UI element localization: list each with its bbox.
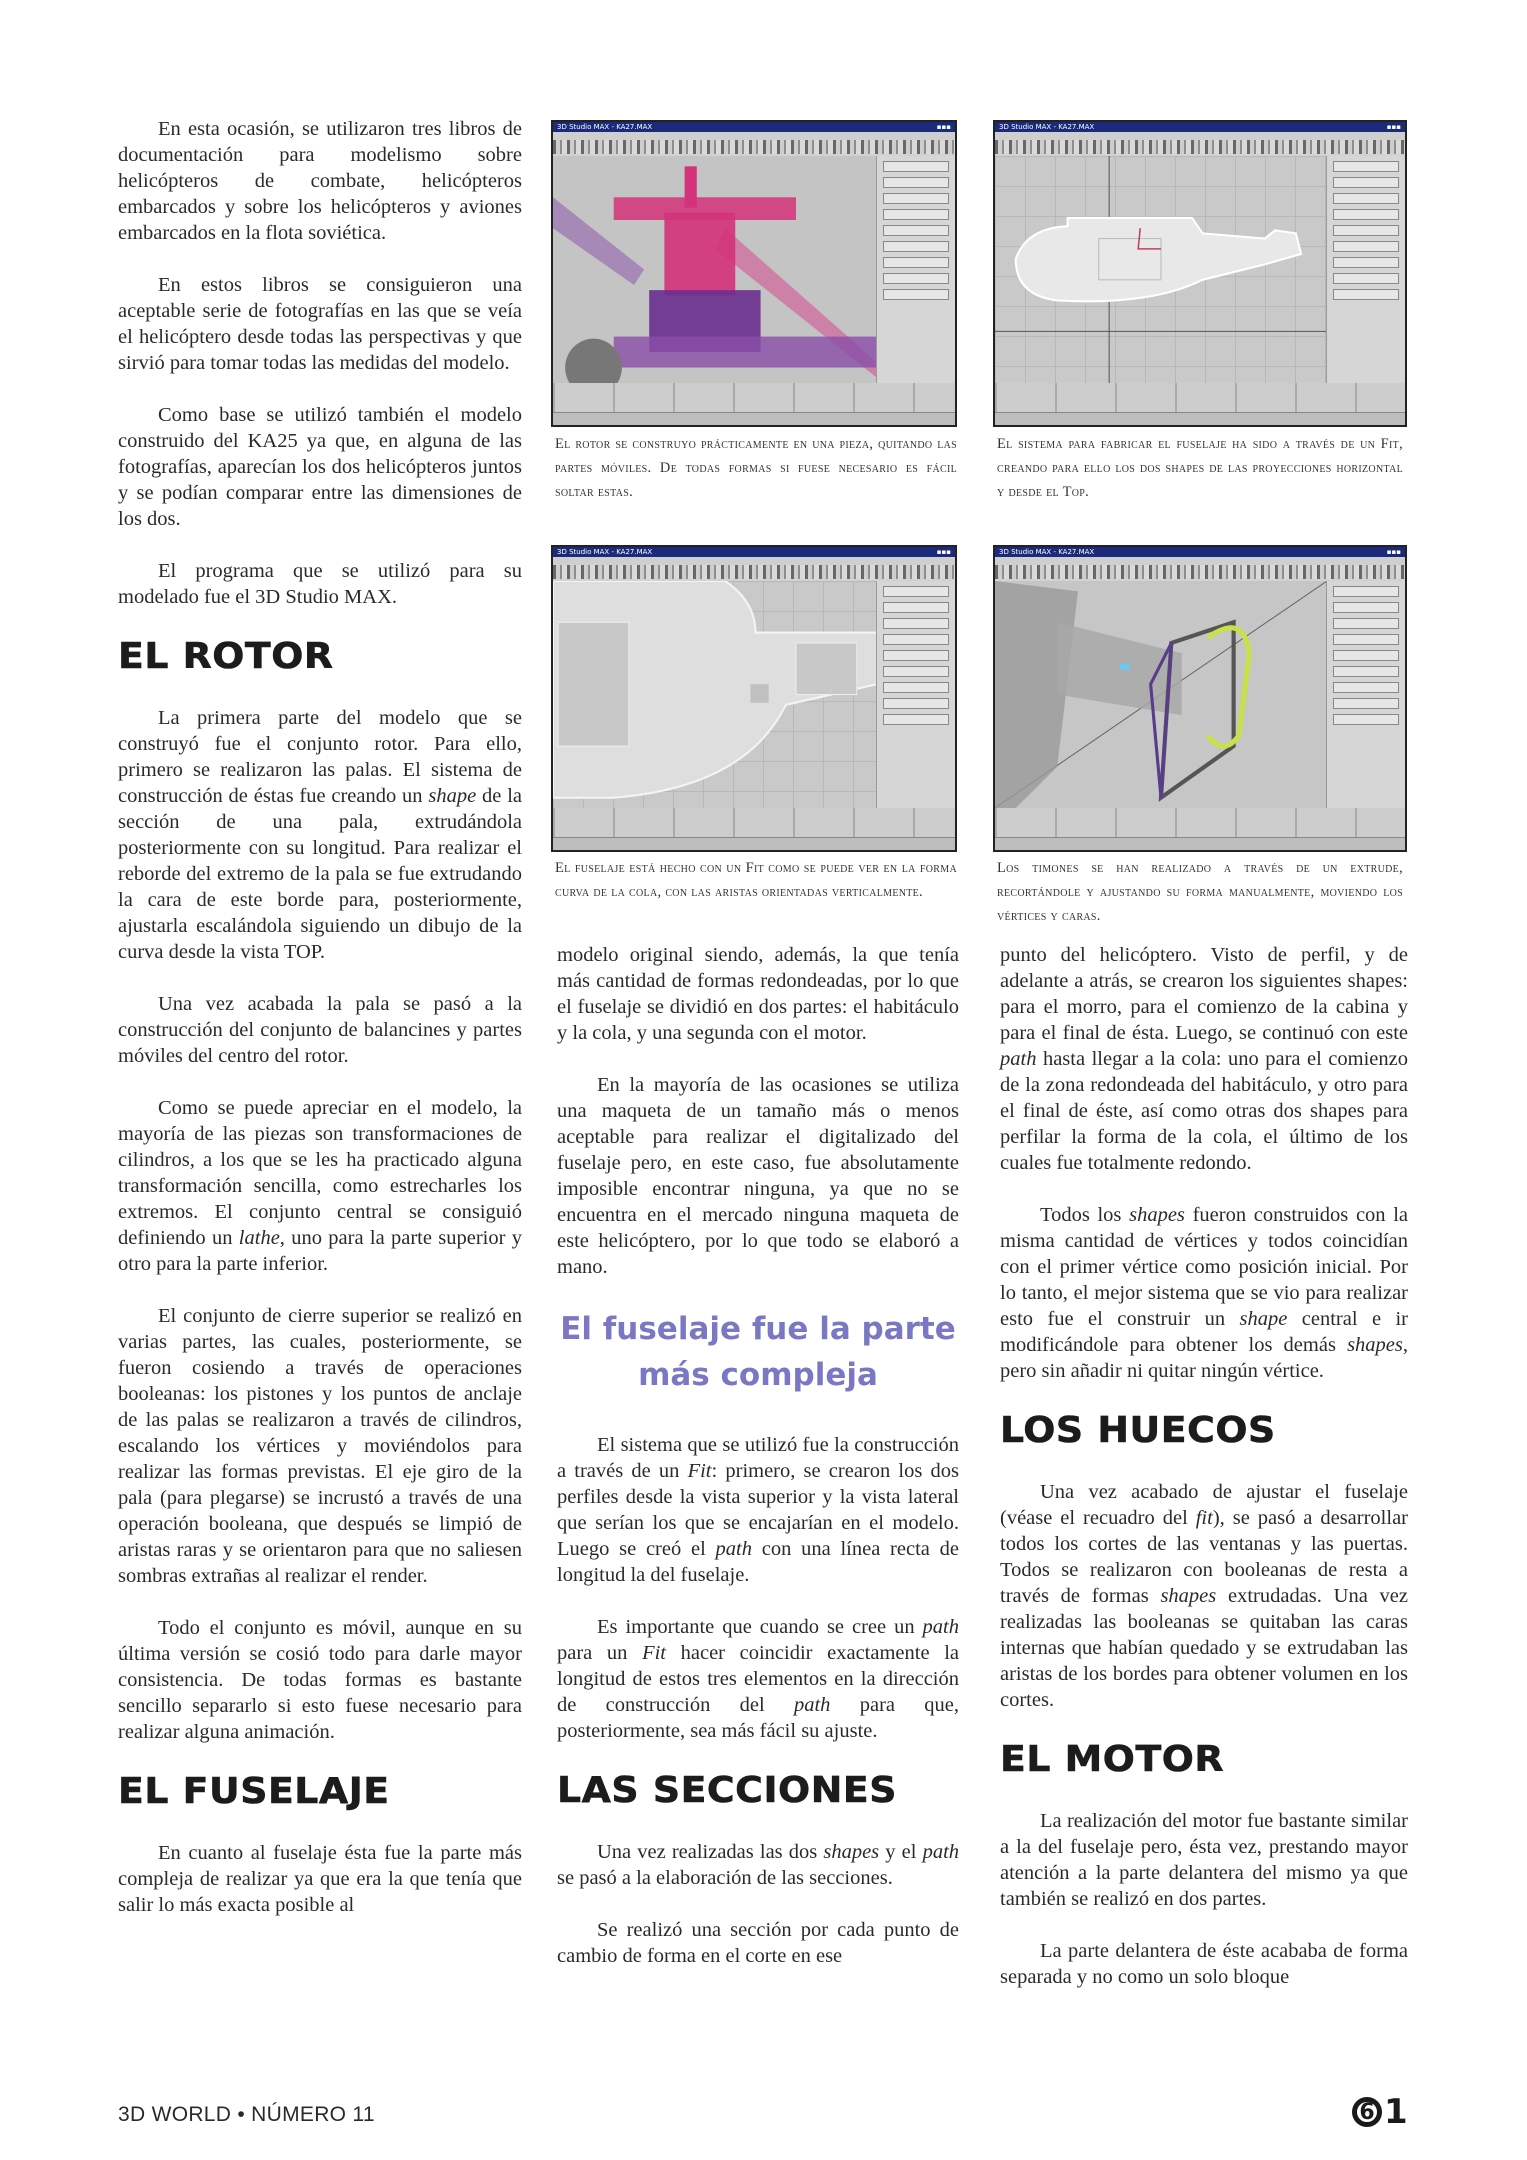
- tail-rudder-model-icon: [995, 581, 1327, 808]
- figure-caption-rotor: [555, 432, 957, 504]
- paragraph: Como base se utilizó también el modelo construido del KA25 ya que, en alguna de las fotografías, aparecían los dos helicópteros juntos y se podían comparar entre las dimensiones de los dos.: [118, 404, 522, 530]
- taskbar: [553, 837, 955, 850]
- pull-quote: El fuselaje fue la parte más compleja: [560, 1311, 956, 1393]
- paragraph: En estos libros se consiguieron una aceptable serie de fotografías en las que se veía el helicóptero desde todas las perspectivas y que sirvió para tomar todas las medidas del modelo.: [118, 274, 522, 374]
- text: se pasó a la elaboración de las secciones.: [557, 1867, 893, 1889]
- command-panel: [876, 581, 955, 808]
- column-left: [118, 116, 522, 1944]
- viewport: [995, 581, 1327, 808]
- text: punto del helicóptero. Visto de perfil, y de adelante a atrás, se crearon los siguientes shapes: para el morro, para el comienzo de la cabina y para el final de ésta. Luego, se continuó con este: [1000, 944, 1408, 1044]
- term: shapes: [1160, 1585, 1217, 1607]
- toolbar: [995, 565, 1405, 579]
- window-titlebar: [553, 547, 955, 557]
- term: path: [922, 1616, 959, 1638]
- text: fueron construidos con la misma cantidad de vértices y todos coincidían con el primer vértice como posición inicial. Por lo tanto, el mejor sistema que se vio para realizar esto fue el construir un: [1000, 1204, 1409, 1330]
- term: path: [715, 1538, 752, 1560]
- paragraph: El conjunto de cierre superior se realizó en varias partes, las cuales, posteriormente, se fueron cosiendo a través de operaciones booleanas: los pistones y los puntos de anclaje de las palas se realizaron a través de cilindros, escalando los vértices y moviéndolos para realizar las formas previstas. El eje giro de la pala (para plegarse) se incrustó a través de una operación booleana, que después se limpió de aristas raras y se orientaron para que no saliesen sombras extrañas al realizar el render.: [118, 1305, 522, 1587]
- toolbar: [553, 140, 955, 154]
- caption-text: El sistema para fabricar el fuselaje ha sido a través de un Fit, creando para ello los dos shapes de las proyecciones horizontal y desde el Top.: [997, 436, 1403, 500]
- term: lathe: [238, 1227, 280, 1249]
- command-panel: [1326, 581, 1405, 808]
- paragraph: [557, 1432, 959, 1588]
- command-panel: [1326, 156, 1405, 383]
- section-heading-rotor: EL ROTOR: [118, 636, 334, 677]
- taskbar: [995, 837, 1405, 850]
- menubar: [553, 557, 955, 565]
- text: y el: [879, 1841, 923, 1863]
- window-titlebar: [995, 547, 1405, 557]
- rotor-model-icon: [553, 156, 877, 383]
- paragraph: La realización del motor fue bastante similar a la del fuselaje pero, ésta vez, prestando mayor atención a la parte delantera del mismo ya que también se realizó en dos partes.: [1000, 1810, 1408, 1910]
- text: , uno para la parte superior y otro para la parte inferior.: [118, 1227, 522, 1275]
- text: Todos los: [1040, 1204, 1130, 1226]
- column-middle: [557, 942, 959, 1995]
- term: Fit: [642, 1642, 666, 1664]
- term: shape: [428, 785, 477, 807]
- window-titlebar: [553, 122, 955, 132]
- text: Una vez acabado de ajustar el fuselaje (véase el recuadro del: [1000, 1481, 1408, 1529]
- paragraph: El programa que se utilizó para su modelado fue el 3D Studio MAX.: [118, 560, 522, 608]
- text: La primera parte del modelo que se construyó fue el conjunto rotor. Para ello, primero se realizaron las palas. El sistema de construcción de éstas fue creando un: [118, 707, 522, 807]
- figure-caption-rudders: [997, 856, 1403, 928]
- command-panel: [876, 156, 955, 383]
- text: Como se puede apreciar en el modelo, la mayoría de las piezas son transformaciones de cilindros, a los que se les ha practicado alguna transformación sencilla, como estrecharles los extremos. El conjunto central se consiguió definiendo un: [118, 1097, 522, 1249]
- window-controls-icon: ▪▪▪: [936, 548, 951, 556]
- term: path: [1000, 1048, 1037, 1070]
- window-title: 3D Studio MAX - KA27.MAX: [999, 123, 1095, 131]
- screenshot-rudders: [993, 545, 1407, 852]
- figure-caption-fuselage-fit: [997, 432, 1403, 504]
- caption-text: Los timones se han realizado a través de un extrude, recortándole y ajustando su forma manualmente, moviendo los vértices y caras.: [997, 860, 1403, 924]
- text: para un: [557, 1642, 643, 1664]
- term: shapes: [1129, 1204, 1185, 1226]
- text: con una línea recta de longitud la del fuselaje.: [557, 1538, 959, 1586]
- paragraph: En cuanto al fuselaje ésta fue la parte más compleja de realizar ya que era la que tenía que salir lo más exacta posible al: [118, 1842, 522, 1916]
- screenshot-rotor: [551, 120, 957, 427]
- paragraph: [1000, 1479, 1408, 1713]
- paragraph: [557, 1614, 959, 1744]
- publication-footer: 3D WORLD • NÚMERO 11: [118, 2103, 375, 2126]
- circled-digit-icon: 6: [1352, 2097, 1382, 2127]
- fuselage-wireframe-icon: [553, 581, 877, 808]
- menubar: [995, 557, 1405, 565]
- paragraph: [1000, 942, 1408, 1176]
- menubar: [553, 132, 955, 140]
- section-heading-secciones: LAS SECCIONES: [557, 1770, 897, 1811]
- page-number-digit: 1: [1384, 2092, 1408, 2132]
- text: extrudadas. Una vez realizadas las booleanas se quitaban las caras internas que habían quedado y se extrudaban las aristas de los bordes para obtener volumen en los cortes.: [1000, 1585, 1408, 1711]
- paragraph: [1000, 1202, 1408, 1384]
- window-title: 3D Studio MAX - KA27.MAX: [999, 548, 1095, 556]
- caption-text: El rotor se construyo prácticamente en una pieza, quitando las partes móviles. De todas formas si fuese necesario es fácil soltar estas.: [555, 436, 957, 500]
- window-title: 3D Studio MAX - KA27.MAX: [557, 548, 653, 556]
- paragraph: Una vez acabada la pala se pasó a la construcción del conjunto de balancines y partes móviles del centro del rotor.: [118, 993, 522, 1067]
- status-bar: [995, 808, 1405, 838]
- window-titlebar: [995, 122, 1405, 132]
- paragraph: modelo original siendo, además, la que tenía más cantidad de formas redondeadas, por lo que el fuselaje se dividió en dos partes: el habitáculo y la cola, y una segunda con el motor.: [557, 944, 959, 1044]
- caption-text: El fuselaje está hecho con un Fit como se puede ver en la forma curva de la cola, con las aristas orientadas verticalmente.: [555, 860, 957, 900]
- status-bar: [553, 383, 955, 413]
- term: shapes: [1347, 1334, 1403, 1356]
- window-controls-icon: ▪▪▪: [1386, 548, 1401, 556]
- paragraph: La parte delantera de éste acababa de forma separada y no como un solo bloque: [1000, 1940, 1408, 1988]
- viewport: [553, 581, 877, 808]
- term: shapes: [823, 1841, 880, 1863]
- text: central e ir modificándole para obtener los demás: [1000, 1308, 1408, 1356]
- taskbar: [553, 412, 955, 425]
- text: ), se pasó a desarrollar todos los cortes de las ventanas y las puertas. Todos se realizaron con booleanas de resta a través de formas: [1000, 1507, 1408, 1607]
- section-heading-fuselaje: EL FUSELAJE: [118, 1771, 390, 1812]
- text: hasta llegar a la cola: uno para el comienzo de la zona redondeada del habitáculo, y otro para el final de éste, así como otras dos shapes para perfilar la forma de la cola, el último de los cuales fue totalmente redondo.: [1000, 1048, 1408, 1174]
- text: para que, posteriormente, sea más fácil su ajuste.: [557, 1694, 959, 1742]
- text: El sistema que se utilizó fue la construcción a través de un: [557, 1434, 959, 1482]
- text: Una vez realizadas las dos: [597, 1841, 824, 1863]
- screenshot-fuselage-tail: [551, 545, 957, 852]
- status-bar: [995, 383, 1405, 413]
- status-bar: [553, 808, 955, 838]
- text: hacer coincidir exactamente la longitud de estos tres elementos en la dirección de construcción del: [557, 1642, 959, 1716]
- screenshot-fuselage-fit: [993, 120, 1407, 427]
- window-controls-icon: ▪▪▪: [936, 123, 951, 131]
- window-title: 3D Studio MAX - KA27.MAX: [557, 123, 653, 131]
- window-controls-icon: ▪▪▪: [1386, 123, 1401, 131]
- paragraph: [118, 1095, 522, 1277]
- paragraph: En la mayoría de las ocasiones se utiliza una maqueta de un tamaño más o menos aceptable para realizar el digitalizado del fuselaje pero, en este caso, fue absolutamente imposible encontrar ninguna, ya que no se encuentra en el mercado ninguna maqueta de este helicóptero, por lo que todo se elaboró a mano.: [557, 1074, 959, 1278]
- paragraph: En esta ocasión, se utilizaron tres libros de documentación para modelismo sobre helicópteros de combate, helicópteros embarcados y sobre los helicópteros y aviones embarcados en la flota soviética.: [118, 118, 522, 244]
- text: , pero sin añadir ni quitar ningún vértice.: [1000, 1334, 1408, 1382]
- viewport: [553, 156, 877, 383]
- page-number: [1352, 2092, 1408, 2132]
- section-heading-huecos: LOS HUECOS: [1000, 1410, 1276, 1451]
- term: shape: [1239, 1308, 1288, 1330]
- paragraph: Todo el conjunto es móvil, aunque en su última versión se cosió todo para darle mayor consistencia. De todas formas es bastante sencillo separarlo si esto fuese necesario para realizar alguna animación.: [118, 1617, 522, 1743]
- figure-caption-fuselage-tail: [555, 856, 957, 904]
- column-right: [1000, 942, 1408, 2016]
- text: Es importante que cuando se cree un: [597, 1616, 923, 1638]
- term: path: [922, 1841, 960, 1863]
- menubar: [995, 132, 1405, 140]
- term: path: [793, 1694, 831, 1716]
- helicopter-outline-icon: [995, 156, 1327, 383]
- viewport: [995, 156, 1327, 383]
- text: de la sección de una pala, extrudándola posteriormente con su longitud. Para realizar el reborde del extremo de la pala se fue extrudando la cara de este borde para, posteriormente, ajustarla escalándola siguiendo un dibujo de la curva desde la vista TOP.: [118, 785, 522, 963]
- paragraph: Se realizó una sección por cada punto de cambio de forma en el corte en ese: [557, 1919, 959, 1967]
- toolbar: [553, 565, 955, 579]
- paragraph: [118, 705, 522, 965]
- paragraph: [557, 1839, 959, 1891]
- term: fit: [1195, 1507, 1213, 1529]
- toolbar: [995, 140, 1405, 154]
- text: : primero, se crearon los dos perfiles desde la vista superior y la vista lateral que serían los que se encajarían en el modelo. Luego se creó el: [557, 1460, 959, 1560]
- section-heading-motor: EL MOTOR: [1000, 1739, 1225, 1780]
- term: Fit: [687, 1460, 712, 1482]
- taskbar: [995, 412, 1405, 425]
